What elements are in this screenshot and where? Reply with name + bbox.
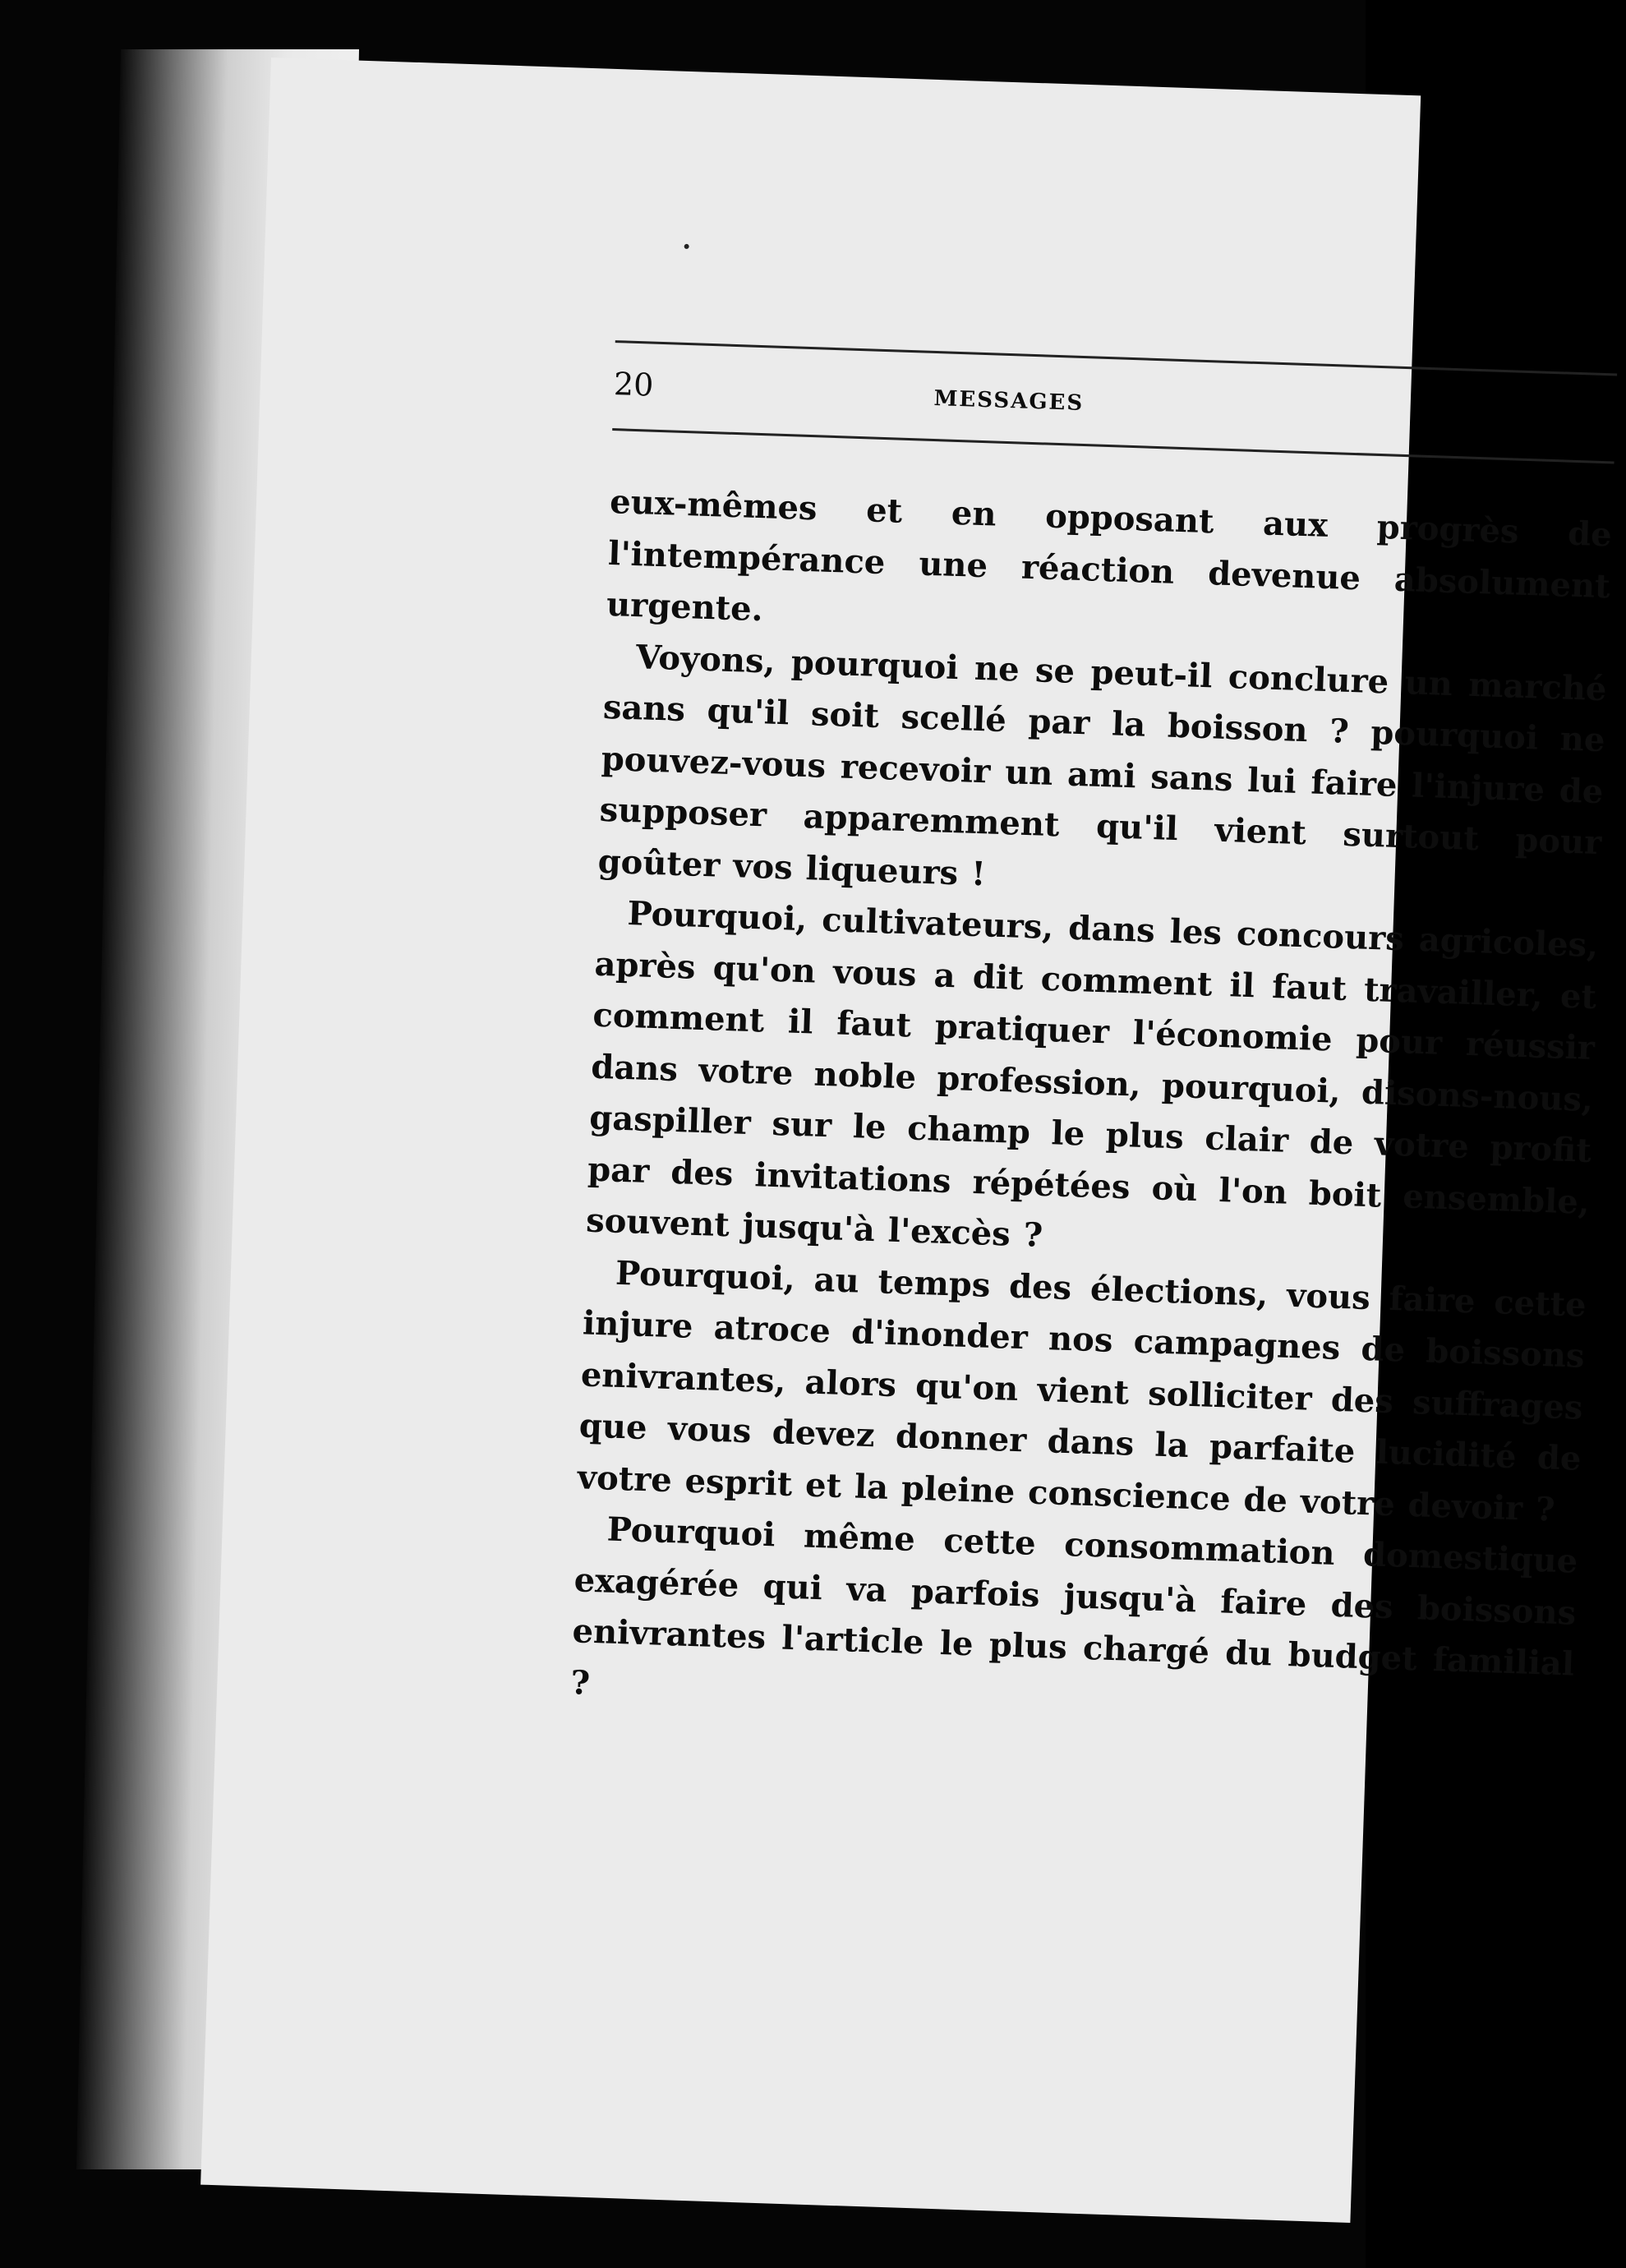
book-page [200, 58, 1613, 2223]
paragraph: Voyons, pourquoi ne se peut-il conclure un marché sans qu'il soit scellé par la boisson ? pourquoi ne pouvez-vous recevoir un ami sans lui faire l'injure de supposer apparemment qu'il vient surtout pour goûter vos liqueurs ! [597, 637, 1608, 893]
paragraph: Pourquoi, cultivateurs, dans les concours agricoles, après qu'on vous a dit comment il faut travailler, et comment il faut pratiquer l'économie pour réussir dans votre noble profession, pourquoi, disons-nous, gaspiller sur le champ le plus clair de votre profit par des invitations répétées où l'on boit ensemble, souvent jusqu'à l'excès ? [585, 893, 1599, 1255]
paragraph: Pourquoi, au temps des élections, vous faire cette injure atroce d'inonder nos campagnes de boissons enivrantes, alors qu'on vient solliciter des suffrages que vous devez donner dans la parfaite lucidité de votre esprit et la pleine conscience de votre devoir ? [577, 1253, 1587, 1529]
page-content [570, 340, 1618, 1742]
body-text [570, 477, 1613, 1742]
paragraph: Pourquoi même cette consommation domestique exagérée qui va parfois jusqu'à faire des boissons enivrantes l'article le plus chargé du budget familial ? [569, 1510, 1578, 1703]
page-header [613, 366, 1616, 440]
page-number: 20 [613, 366, 655, 403]
paragraph: eux-mêmes et en opposant aux progrès de l'intempérance une réaction devenue absolument urgente. [606, 482, 1613, 629]
running-head: MESSAGES [933, 385, 1085, 417]
scan-speck [684, 244, 689, 249]
